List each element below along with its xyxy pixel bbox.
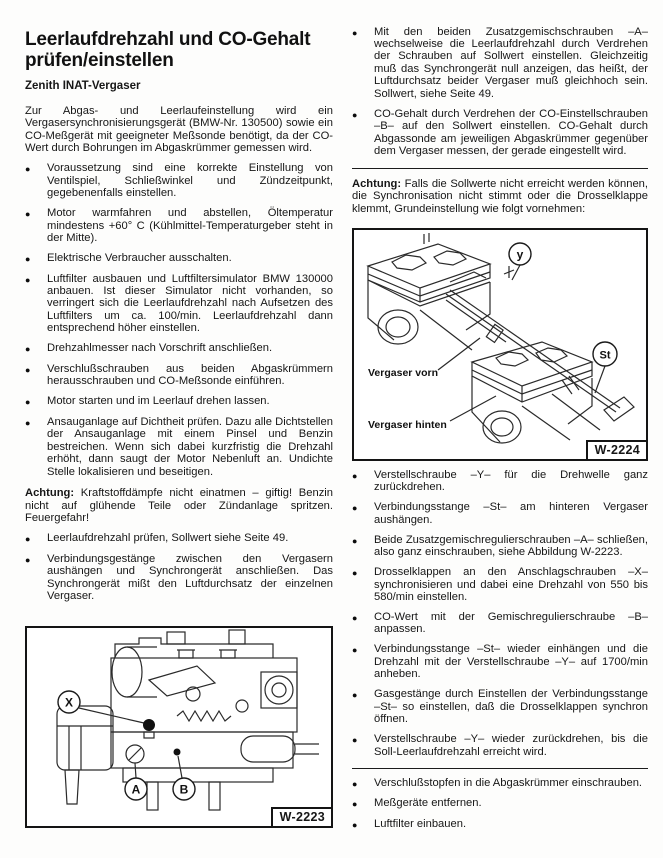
list-item: ● Drosselklappen an den Anschlagschrauben –X– synchronisieren und dabei eine Drehzahl von 550 bis 580/min einstellen. [352,566,648,604]
instruction-list-left-a [25,162,333,478]
bullet-icon: ● [352,799,358,809]
list-item: ● Luftfilter einbauen. [352,817,467,830]
list-item: ● Motor warmfahren und abstellen, Öltemperatur mindestens +60° C (Kühlmittel-Temperaturgeber steht in der Mitte). [25,207,333,245]
bullet-icon: ● [25,534,31,545]
list-item: ● Ansauganlage auf Dichtheit prüfen. Dazu alle Dichtstellen der Ansauganlage mit einem Pinsel und Benzin bestreichen. Wenn sich dabei kurzfristig die Drehzahl erhöht, dann saugt der Motor Nebenluft an. Undichte Stelle lokalisieren und beseitigen. [25,415,333,478]
list-item: ● Voraussetzung sind eine korrekte Einstellung von Ventilspiel, Schließwinkel und Zündzeitpunkt, gegebenenfalls einstellen. [25,162,333,200]
intro-paragraph: Zur Abgas- und Leerlaufeinstellung wird ein Vergasersynchronisierungsgerät (BMW-Nr. 130500) sowie ein CO-Meßgerät mit geeigneter Meßsonde benötigt, da der CO-Wert durch Bohrungen im Abgaskrümmer gemessen wird. [25,105,333,155]
figure-number-w2224: W-2224 [586,440,646,459]
list-item: ● Drehzahlmesser nach Vorschrift anschließen. [25,342,273,355]
bullet-icon: ● [352,568,358,579]
two-column-layout [25,18,648,831]
list-item: ● Mit den beiden Zusatzgemischschrauben –A– wechselweise die Leerlaufdrehzahl durch Verdrehen der Schrauben auf Sollwert einstellen. Gleichzeitig muß das Synchrongerät null anzeigen, das heißt, der Luftdurchsatz beider Vergaser muß gleichhoch sein. Sollwert, siehe Seite 49. [352,25,648,100]
bullet-icon: ● [352,778,358,789]
left-column [25,18,333,831]
callout-label-x: X [64,695,74,710]
adjuster-screw-b-target [174,748,181,755]
list-item: ● Verschlußstopfen in die Abgaskrümmer einschrauben. [352,776,643,789]
figure-number-w2223: W-2223 [271,807,331,826]
carburetor-side-view-drawing [27,628,331,826]
warning-text: Falls die Sollwerte nicht erreicht werden können, die Synchronisation nicht stimmt oder die Drosselklappe klemmt, Grundeinstellung wie folgt vornehmen: [352,178,648,215]
list-item: ● Leerlaufdrehzahl prüfen, Sollwert siehe Seite 49. [25,532,289,545]
warning-text: Kraftstoffdämpfe nicht einatmen – giftig! Benzin nicht auf glühende Teile oder Zündanlage spritzen. Feuergefahr! [25,487,333,525]
bullet-icon: ● [25,364,31,375]
bullet-icon: ● [25,344,31,355]
carburetor-linkage-drawing [354,230,646,459]
warning-label: Achtung: [25,487,75,500]
divider [352,168,648,169]
list-item: ● Beide Zusatzgemischregulierschrauben –A– schließen, also ganz einschrauben, siehe Abbildung W-2223. [352,533,648,559]
adjuster-screw-x-target [143,719,155,731]
page-subtitle: Zenith INAT-Vergaser [25,80,141,92]
list-item: ● Verbindungsgestänge zwischen den Vergasern aushängen und Synchrongerät anschließen. Das Synchrongerät mißt den Luftdurchsatz der einzelnen Vergaser. [25,552,333,603]
figure-w2223 [25,626,333,828]
list-item: ● Verbindungsstange –St– wieder einhängen und die Drehzahl mit der Verstellschraube –Y– auf 1700/min anheben. [352,643,648,681]
divider [352,768,648,769]
instruction-list-left-b [25,532,333,602]
list-item: ● CO-Gehalt durch Verdrehen der CO-Einstellschrauben –B– auf den Sollwert einstellen. CO-Gehalt durch Abgassonde am jeweiligen Abgaskrümmer gegenüber dem Vergaser messen, der gerade eingestellt wird. [352,107,648,158]
label-vergaser-hinten: Vergaser hinten [368,419,447,432]
list-item: ● CO-Wert mit der Gemischregulierschraube –B– anpassen. [352,610,648,636]
callout-label-a: A [131,782,141,797]
bullet-icon: ● [352,535,358,546]
warning-paragraph [25,487,333,524]
list-item: ● Luftfilter ausbauen und Luftfiltersimulator BMW 130000 anbauen. Ist dieser Simulator nicht vorhanden, so verringert sich die Leerlaufdrehzahl nach Aufsetzen des Luftfilters um ca. 100/min. Leerlaufdrehzahl dann entsprechend höher einstellen. [25,272,333,335]
instruction-list-right-b [352,469,648,758]
bullet-icon: ● [352,690,358,701]
callout-label-y: y [516,247,524,262]
bullet-icon: ● [352,27,358,38]
bullet-icon: ● [25,164,31,175]
list-item: ● Verschlußschrauben aus beiden Abgaskrümmern herausschrauben und CO-Meßsonde einführen. [25,362,333,388]
instruction-list-right-c [352,777,648,831]
bullet-icon: ● [352,109,358,120]
bullet-icon: ● [25,274,31,285]
bullet-icon: ● [352,645,358,656]
warning-paragraph [352,178,648,215]
bullet-icon: ● [25,397,31,408]
bullet-icon: ● [25,254,31,265]
bullet-icon: ● [25,554,31,565]
list-item: ● Meßgeräte entfernen. [352,797,482,809]
right-column [352,18,648,831]
callout-label-b: B [179,782,189,797]
list-item: ● Verbindungsstange –St– am hinteren Vergaser aushängen. [352,501,648,526]
figure-w2224 [352,228,648,461]
bullet-icon: ● [352,470,358,481]
list-item: ● Elektrische Verbraucher ausschalten. [25,252,232,265]
list-item: ● Verstellschraube –Y– für die Drehwelle ganz zurückdrehen. [352,468,648,494]
page-title: Leerlaufdrehzahl und CO-Gehalt prüfen/einstellen [25,29,311,71]
list-item: ● Gasgestänge durch Einstellen der Verbindungsstange –St– so einstellen, daß die Drosselklappen synchron öffnen. [352,688,648,726]
bullet-icon: ● [352,735,358,746]
list-item: ● Motor starten und im Leerlauf drehen lassen. [25,395,270,408]
bullet-icon: ● [352,503,358,514]
bullet-icon: ● [25,417,31,428]
bullet-icon: ● [352,612,358,623]
callout-label-st: St [599,349,611,362]
bullet-icon: ● [25,209,31,220]
list-item: ● Verstellschraube –Y– wieder zurückdrehen, bis die Soll-Leerlaufdrehzahl erreicht wird. [352,733,648,758]
label-vergaser-vorn: Vergaser vorn [368,367,439,380]
instruction-list-right-a [352,26,648,158]
bullet-icon: ● [352,819,358,830]
warning-label: Achtung: [352,178,402,191]
